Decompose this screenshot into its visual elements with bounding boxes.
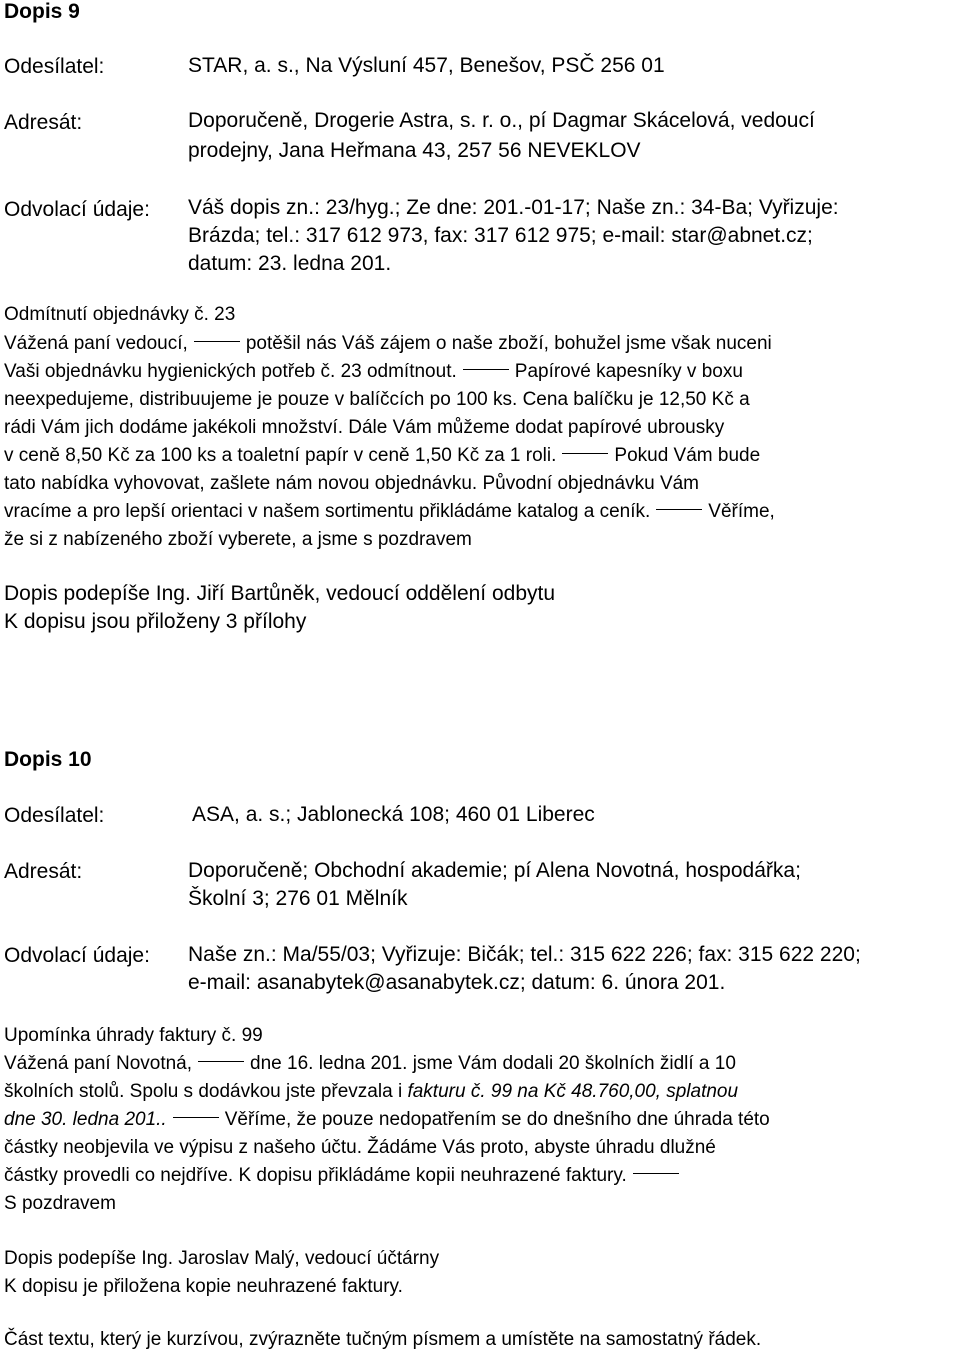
- letter9-body-l7a: vracíme a pro lepší orientaci v našem sortimentu přikládáme katalog a ceník.: [4, 501, 651, 522]
- letter10-body-line5: [4, 1165, 685, 1187]
- letter10-body-l1b: dne 16. ledna 201. jsme Vám dodali 20 školních židlí a 10: [250, 1053, 736, 1074]
- letter9-body-line5: [4, 445, 760, 467]
- letter10-attachments: K dopisu je přiložena kopie neuhrazené faktury.: [4, 1276, 403, 1297]
- letter9-reference-line1: Váš dopis zn.: 23/hyg.; Ze dne: 201.-01-17; Naše zn.: 34-Ba; Vyřizuje:: [188, 196, 839, 219]
- em-dash: [656, 509, 702, 510]
- letter10-sender-label: Odesílatel:: [4, 804, 105, 827]
- em-dash: [198, 1061, 244, 1062]
- letter9-body-l1b: potěšil nás Váš zájem o naše zboží, bohužel jsme však nuceni: [245, 333, 772, 354]
- letter10-body-l3b: Věříme, že pouze nedopatřením se do dnešního dne úhrada této: [224, 1109, 770, 1130]
- letter9-recipient-line2: prodejny, Jana Heřmana 43, 257 56 NEVEKLOV: [188, 139, 641, 162]
- em-dash: [633, 1173, 679, 1174]
- letter9-heading: Dopis 9: [4, 0, 80, 23]
- em-dash: [562, 453, 608, 454]
- letter10-sender-value: ASA, a. s.; Jablonecká 108; 460 01 Liberec: [192, 803, 595, 826]
- letter9-body-l2b: Papírové kapesníky v boxu: [514, 361, 743, 382]
- em-dash: [173, 1117, 219, 1118]
- letter10-body-l2a: školních stolů. Spolu s dodávkou jste převzala i: [4, 1081, 408, 1102]
- letter9-reference-line3: datum: 23. ledna 201.: [188, 252, 392, 275]
- letter9-reference-line2: Brázda; tel.: 317 612 973, fax: 317 612 975; e-mail: star@abnet.cz;: [188, 224, 813, 247]
- letter9-body-line4: rádi Vám jich dodáme jakékoli množství. Dále Vám můžeme dodat papírové ubrousky: [4, 417, 725, 438]
- letter9-body-line8: že si z nabízeného zboží vyberete, a jsme s pozdravem: [4, 529, 472, 550]
- letter9-reference-label: Odvolací údaje:: [4, 198, 150, 221]
- letter10-body-line2: [4, 1081, 738, 1103]
- letter10-subject: Upomínka úhrady faktury č. 99: [4, 1025, 263, 1046]
- letter9-body-l2a: Vaši objednávku hygienických potřeb č. 23 odmítnout.: [4, 361, 457, 382]
- letter10-recipient-label: Adresát:: [4, 860, 83, 883]
- letter9-sender-value: STAR, a. s., Na Výsluní 457, Benešov, PSČ 256 01: [188, 54, 665, 77]
- letter10-body-l5: částky provedli co nejdříve. K dopisu přikládáme kopii neuhrazené faktury.: [4, 1165, 627, 1186]
- letter9-attachments: K dopisu jsou přiloženy 3 přílohy: [4, 610, 307, 633]
- letter9-body-line7: [4, 501, 775, 523]
- letter9-body-l1a: Vážená paní vedoucí,: [4, 333, 188, 354]
- letter9-body-line1: [4, 333, 772, 355]
- letter10-recipient-line1: Doporučeně; Obchodní akademie; pí Alena Novotná, hospodářka;: [188, 859, 801, 882]
- em-dash: [194, 341, 240, 342]
- letter9-sender-label: Odesílatel:: [4, 55, 105, 78]
- letter10-heading: Dopis 10: [4, 748, 92, 771]
- letter9-recipient-line1: Doporučeně, Drogerie Astra, s. r. o., pí Dagmar Skácelová, vedoucí: [188, 109, 815, 132]
- letter10-body-l3a-italic: dne 30. ledna 201..: [4, 1109, 167, 1130]
- letter10-body-l2b-italic: fakturu č. 99 na Kč 48.760,00, splatnou: [407, 1081, 739, 1102]
- letter9-body-l7b: Věříme,: [708, 501, 775, 522]
- task-instruction: Část textu, který je kurzívou, zvýrazněte tučným písmem a umístěte na samostatný řádek.: [4, 1329, 762, 1350]
- letter10-reference-label: Odvolací údaje:: [4, 944, 150, 967]
- letter10-body-line1: [4, 1053, 736, 1075]
- letter10-signature: Dopis podepíše Ing. Jaroslav Malý, vedoucí účtárny: [4, 1248, 440, 1269]
- letter9-subject: Odmítnutí objednávky č. 23: [4, 304, 236, 325]
- letter10-body-line3: [4, 1109, 770, 1131]
- letter10-body-l1a: Vážená paní Novotná,: [4, 1053, 193, 1074]
- letter10-reference-line2: e-mail: asanabytek@asanabytek.cz; datum: 6. února 201.: [188, 971, 726, 994]
- letter9-body-line6: tato nabídka vyhovovat, zašlete nám novou objednávku. Původní objednávku Vám: [4, 473, 700, 494]
- letter9-body-l5a: v ceně 8,50 Kč za 100 ks a toaletní papír v ceně 1,50 Kč za 1 roli.: [4, 445, 557, 466]
- letter9-body-l5b: Pokud Vám bude: [614, 445, 761, 466]
- letter9-body-line3: neexpedujeme, distribuujeme je pouze v balíčcích po 100 ks. Cena balíčku je 12,50 Kč a: [4, 389, 750, 410]
- letter9-signature: Dopis podepíše Ing. Jiří Bartůněk, vedoucí oddělení odbytu: [4, 582, 556, 605]
- em-dash: [463, 369, 509, 370]
- letter10-recipient-line2: Školní 3; 276 01 Mělník: [188, 887, 408, 910]
- letter9-body-line2: [4, 361, 743, 383]
- letter9-recipient-label: Adresát:: [4, 111, 83, 134]
- letter10-reference-line1: Naše zn.: Ma/55/03; Vyřizuje: Bičák; tel.: 315 622 226; fax: 315 622 220;: [188, 943, 861, 966]
- letter10-body-line6: S pozdravem: [4, 1193, 116, 1214]
- letter10-body-line4: částky neobjevila ve výpisu z našeho účtu. Žádáme Vás proto, abyste úhradu dlužné: [4, 1137, 716, 1158]
